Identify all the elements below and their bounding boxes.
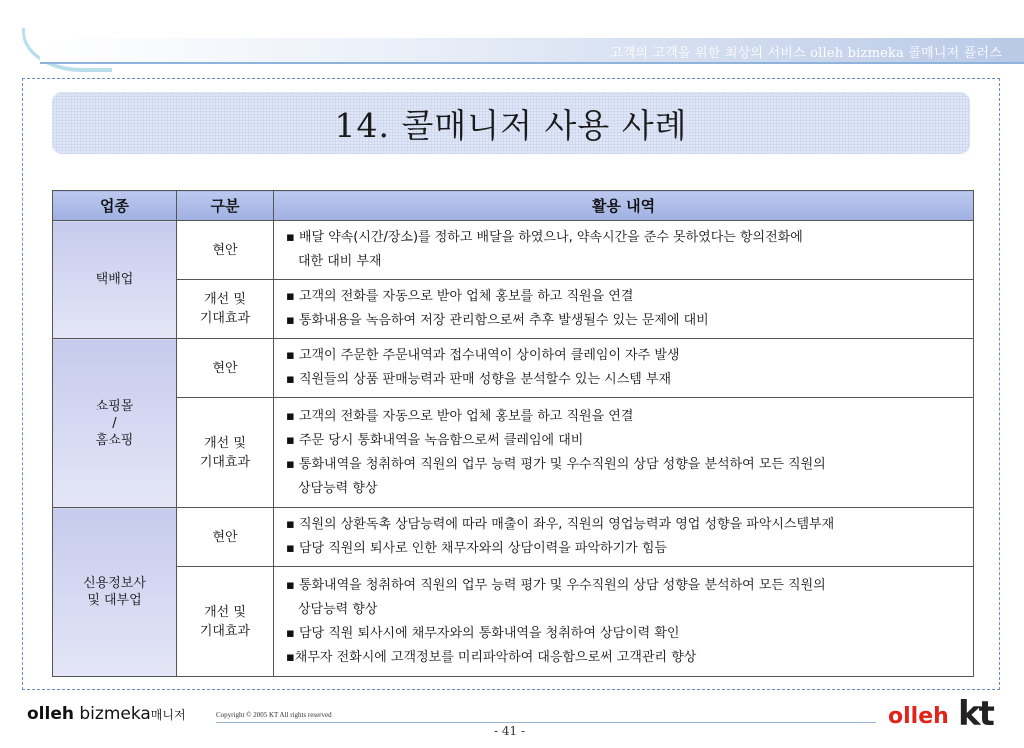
detail-line: ▪ 고객이 주문한 주문내역과 접수내역이 상이하여 클레임이 자주 발생	[286, 348, 680, 363]
category-label: 기대효과	[199, 623, 251, 639]
page-title: 14. 콜매니저 사용 사례	[334, 105, 688, 145]
footer-divider	[216, 722, 876, 723]
category-label: 개선 및	[204, 604, 246, 620]
kt-logo-olleh: olleh	[888, 704, 949, 729]
detail-line: ▪ 고객의 전화를 자동으로 받아 업체 홍보를 하고 직원을 연결	[286, 289, 634, 304]
table-header-row	[53, 191, 974, 221]
header-category: 구분	[177, 191, 274, 221]
table-row	[53, 221, 974, 280]
category-label: 개선 및	[204, 292, 246, 307]
details-cell	[274, 567, 974, 677]
industry-cell-shopping	[53, 339, 177, 508]
category-cell	[177, 398, 274, 508]
kt-logo	[886, 694, 1006, 734]
footer-bizmeka-logo	[27, 704, 186, 724]
detail-line: ▪ 통화내역을 청취하여 직원의 업무 능력 평가 및 우수직원의 상담 성향을 분석하여 모든 직원의	[286, 577, 826, 593]
table-row	[53, 567, 974, 677]
category-cell	[177, 221, 274, 280]
footer-logo-suffix: 매니저	[150, 708, 186, 722]
category-label: 현안	[212, 360, 238, 376]
industry-cell-credit	[53, 508, 177, 677]
title-banner	[52, 92, 970, 154]
detail-line: 상담능력 향상	[298, 480, 378, 496]
detail-line: ▪ 직원들의 상품 판매능력과 판매 성향을 분석할수 있는 시스템 부재	[286, 372, 672, 387]
details-cell	[274, 280, 974, 339]
category-label: 현안	[212, 242, 238, 258]
header-tagline: 고객의 고객을 위한 최상의 서비스 olleh bizmeka 콜매니저 플러스	[609, 46, 1002, 61]
category-cell	[177, 339, 274, 398]
footer-logo-olleh: olleh	[27, 704, 74, 724]
table-row	[53, 508, 974, 567]
industry-label: 신용정보사	[83, 576, 146, 591]
industry-label: /	[112, 415, 117, 431]
detail-line: 대한 대비 부재	[298, 254, 382, 269]
page-number: - 41 -	[494, 724, 526, 738]
detail-line: ▪ 담당 직원의 퇴사로 인한 채무자와의 상담이력을 파악하기가 힘듬	[286, 541, 667, 556]
header-details: 활용 내역	[274, 191, 974, 221]
category-label: 기대효과	[199, 311, 251, 326]
detail-line: ▪ 주문 당시 통화내역을 녹음함으로써 클레임에 대비	[286, 432, 584, 448]
category-label: 현안	[212, 529, 238, 545]
category-label: 기대효과	[199, 454, 251, 470]
category-label: 개선 및	[204, 435, 246, 451]
detail-line: ▪ 담당 직원 퇴사시에 채무자와의 통화내역을 청취하여 상담이력 확인	[286, 625, 680, 641]
category-cell	[177, 508, 274, 567]
industry-label: 택배업	[95, 272, 134, 287]
details-cell	[274, 398, 974, 508]
details-cell	[274, 221, 974, 280]
table-row	[53, 280, 974, 339]
table-row	[53, 398, 974, 508]
copyright-text: Copyright © 2005 KT All rights reserved	[216, 711, 332, 719]
header-industry: 업종	[53, 191, 177, 221]
category-cell	[177, 567, 274, 677]
usage-table	[52, 190, 974, 677]
detail-line: ▪ 통화내역을 청취하여 직원의 업무 능력 평가 및 우수직원의 상담 성향을 분석하여 모든 직원의	[286, 456, 826, 472]
detail-line: ▪ 고객의 전화를 자동으로 받아 업체 홍보를 하고 직원을 연결	[286, 408, 634, 424]
details-cell	[274, 508, 974, 567]
category-cell	[177, 280, 274, 339]
industry-label: 및 대부업	[87, 593, 142, 608]
industry-label: 쇼핑몰	[95, 398, 134, 414]
detail-line: ▪ 배달 약속(시간/장소)를 정하고 배달을 하였으나, 약속시간을 준수 못하였다는 항의전화에	[286, 230, 803, 245]
industry-label: 홈쇼핑	[95, 432, 134, 448]
details-cell	[274, 339, 974, 398]
detail-line: ▪ 직원의 상환독촉 상담능력에 따라 매출이 좌우, 직원의 영업능력과 영업 성향을 파악시스템부재	[286, 517, 835, 532]
detail-line: ▪채무자 전화시에 고객정보를 미리파악하여 대응함으로써 고객관리 향상	[286, 649, 697, 665]
table-row	[53, 339, 974, 398]
kt-logo-kt: kt	[958, 694, 993, 734]
footer-logo-bizmeka: bizmeka	[79, 704, 151, 724]
detail-line: 상담능력 향상	[298, 601, 378, 617]
industry-cell-delivery	[53, 221, 177, 339]
detail-line: ▪ 통화내용을 녹음하여 저장 관리함으로써 추후 발생될수 있는 문제에 대비	[286, 313, 709, 328]
